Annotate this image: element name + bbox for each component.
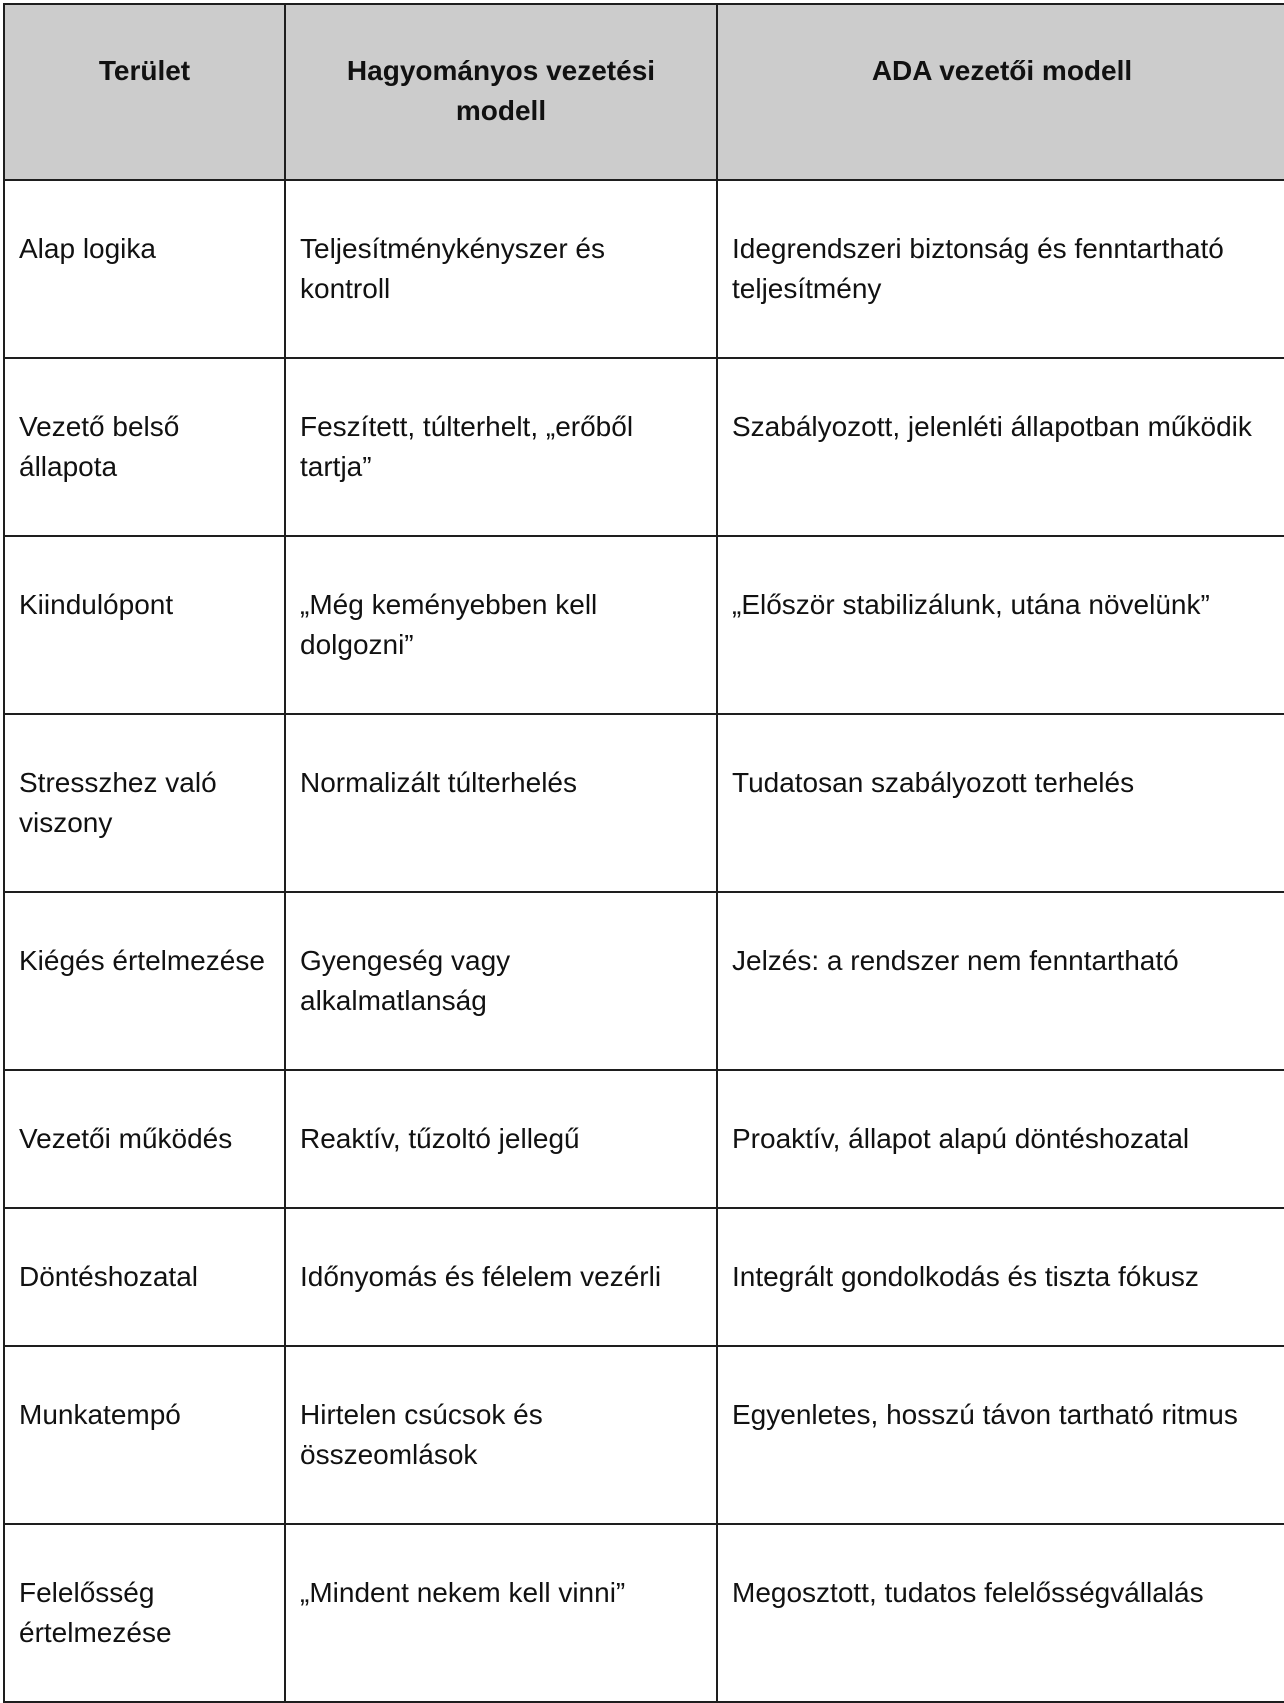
cell-terulet: Kiégés értelmezése [4, 892, 285, 1070]
cell-ada: Egyenletes, hosszú távon tartható ritmus [717, 1346, 1284, 1524]
cell-hagyomanyos: Hirtelen csúcsok és összeomlások [285, 1346, 717, 1524]
table-body [4, 180, 1284, 1702]
cell-hagyomanyos: Normalizált túlterhelés [285, 714, 717, 892]
header-ada-modell: ADA vezetői modell [717, 4, 1284, 180]
cell-hagyomanyos: „Még keményebben kell dolgozni” [285, 536, 717, 714]
table-row [4, 1524, 1284, 1702]
header-hagyomanyos-modell: Hagyományos vezetési modell [285, 4, 717, 180]
cell-terulet: Kiindulópont [4, 536, 285, 714]
cell-ada: Jelzés: a rendszer nem fenntartható [717, 892, 1284, 1070]
cell-terulet: Vezető belső állapota [4, 358, 285, 536]
cell-hagyomanyos: Teljesítménykényszer és kontroll [285, 180, 717, 358]
cell-terulet: Munkatempó [4, 1346, 285, 1524]
cell-ada: Megosztott, tudatos felelősségvállalás [717, 1524, 1284, 1702]
table-row [4, 1346, 1284, 1524]
cell-ada: Integrált gondolkodás és tiszta fókusz [717, 1208, 1284, 1346]
cell-hagyomanyos: „Mindent nekem kell vinni” [285, 1524, 717, 1702]
table-row [4, 536, 1284, 714]
table-header [4, 4, 1284, 180]
cell-terulet: Alap logika [4, 180, 285, 358]
header-row [4, 4, 1284, 180]
cell-hagyomanyos: Reaktív, tűzoltó jellegű [285, 1070, 717, 1208]
header-terulet: Terület [4, 4, 285, 180]
cell-ada: „Először stabilizálunk, utána növelünk” [717, 536, 1284, 714]
cell-ada: Szabályozott, jelenléti állapotban működik [717, 358, 1284, 536]
cell-hagyomanyos: Gyengeség vagy alkalmatlanság [285, 892, 717, 1070]
table-row [4, 1208, 1284, 1346]
cell-terulet: Döntéshozatal [4, 1208, 285, 1346]
cell-terulet: Felelősség értelmezése [4, 1524, 285, 1702]
cell-terulet: Vezetői működés [4, 1070, 285, 1208]
table-row [4, 1070, 1284, 1208]
cell-ada: Proaktív, állapot alapú döntéshozatal [717, 1070, 1284, 1208]
table-row [4, 180, 1284, 358]
table-row [4, 892, 1284, 1070]
cell-terulet: Stresszhez való viszony [4, 714, 285, 892]
cell-hagyomanyos: Feszített, túlterhelt, „erőből tartja” [285, 358, 717, 536]
cell-hagyomanyos: Időnyomás és félelem vezérli [285, 1208, 717, 1346]
cell-ada: Idegrendszeri biztonság és fenntartható teljesítmény [717, 180, 1284, 358]
comparison-table [3, 3, 1284, 1703]
table-row [4, 714, 1284, 892]
cell-ada: Tudatosan szabályozott terhelés [717, 714, 1284, 892]
table-row [4, 358, 1284, 536]
